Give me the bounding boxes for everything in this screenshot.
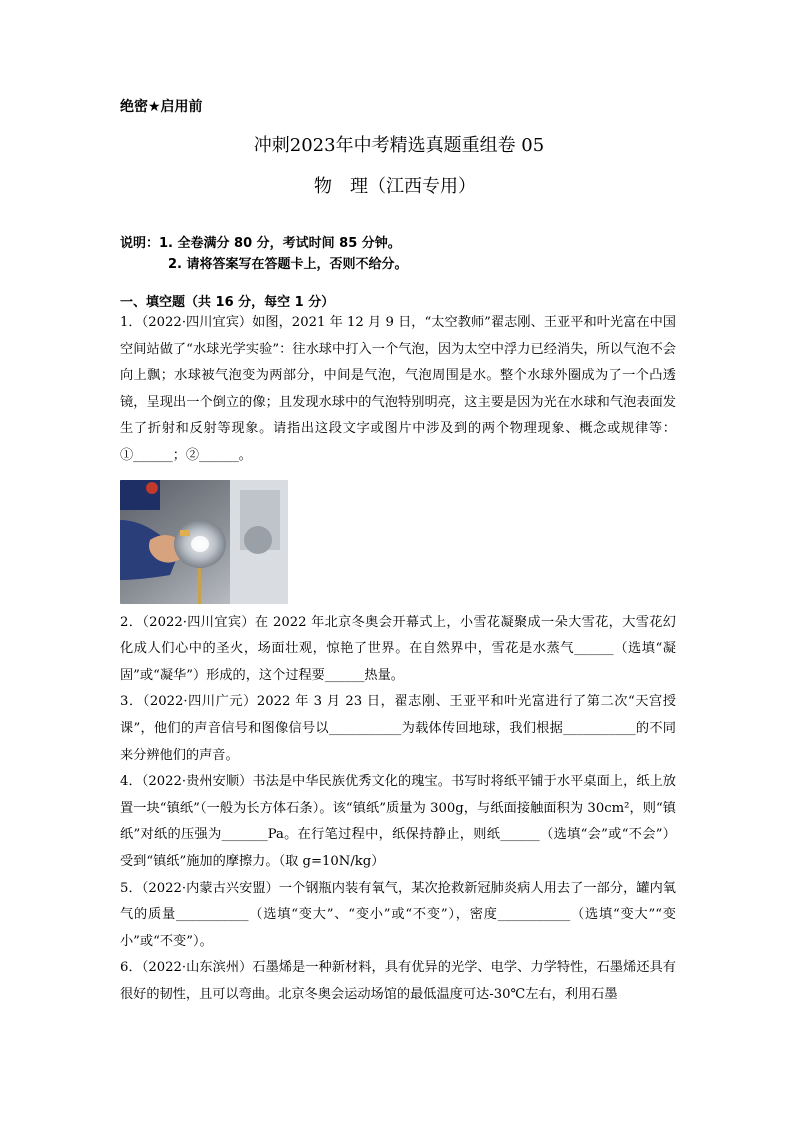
question-list <box>120 310 676 1008</box>
question-1: 1．（2022·四川宜宾）如图，2021 年 12 月 9 日，“太空教师”翟志刚、王亚平和叶光富在中国空间站做了“水球光学实验”：往水球中打入一个气泡，因为太空中浮力已经消失，所以气泡不会向上飘；水球被气泡变为两部分，中间是气泡，气泡周围是水。整个水球外圈成为了一个凸透镜，呈现出一个倒立的像；且发现水球中的气泡特别明亮，这主要是因为光在水球和气泡表面发生了折射和反射等现象。请指出这段文字或图片中涉及到的两个物理现象、概念或规律等：①______；②______。 <box>120 315 676 463</box>
page-subtitle: 物 理（江西专用） <box>314 176 476 197</box>
question-4: 4．（2022·贵州安顺）书法是中华民族优秀文化的瑰宝。书写时将纸平铺于水平桌面上，纸上放置一块“镇纸”（一般为长方体石条）。该“镇纸”质量为 300g，与纸面接触面积为 30cm²，则“镇纸”对纸的压强为_______Pa。在行笔过程中，纸保持静止，则纸______（选填“会”或“不会”）受到“镇纸”施加的摩擦力。（取 g=10N/kg） <box>120 774 676 869</box>
instruction-line-2: 2. 请将答案写在答题卡上，否则不给分。 <box>168 257 408 272</box>
section-heading: 一、填空题（共 16 分，每空 1 分） <box>120 295 335 310</box>
question-5: 5．（2022·内蒙古兴安盟）一个钢瓶内装有氧气，某次抢救新冠肺炎病人用去了一部分，罐内氧气的质量___________（选填“变大”、“变小”或“不变”），密度___________（选填“变大”“变小”或“不变”）。 <box>120 880 676 949</box>
water-ball-experiment-photo <box>120 480 288 604</box>
page-title: 冲刺2023年中考精选真题重组卷 05 <box>253 135 545 156</box>
question-2: 2．（2022·四川宜宾）在 2022 年北京冬奥会开幕式上，小雪花凝聚成一朵大雪花，大雪花幻化成人们心中的圣火，场面壮观，惊艳了世界。在自然界中，雪花是水蒸气______（选填“凝固”或“凝华”）形成的，这个过程要______热量。 <box>120 614 676 683</box>
question-6: 6．（2022·山东滨州）石墨烯是一种新材料，具有优异的光学、电学、力学特性，石墨烯还具有很好的韧性，且可以弯曲。北京冬奥会运动场馆的最低温度可达-30℃左右，利用石墨 <box>120 960 676 1002</box>
photo-illustration <box>120 480 288 604</box>
instructions <box>120 233 408 275</box>
confidential-label: 绝密★启用前 <box>120 99 203 115</box>
instruction-line-1: 说明：1. 全卷满分 80 分，考试时间 85 分钟。 <box>120 236 401 251</box>
question-3: 3．（2022·四川广元）2022 年 3 月 23 日，翟志刚、王亚平和叶光富进行了第二次“天宫授课”，他们的声音信号和图像信号以___________为载体传回地球，我们根据___________的不同来分辨他们的声音。 <box>120 694 676 763</box>
